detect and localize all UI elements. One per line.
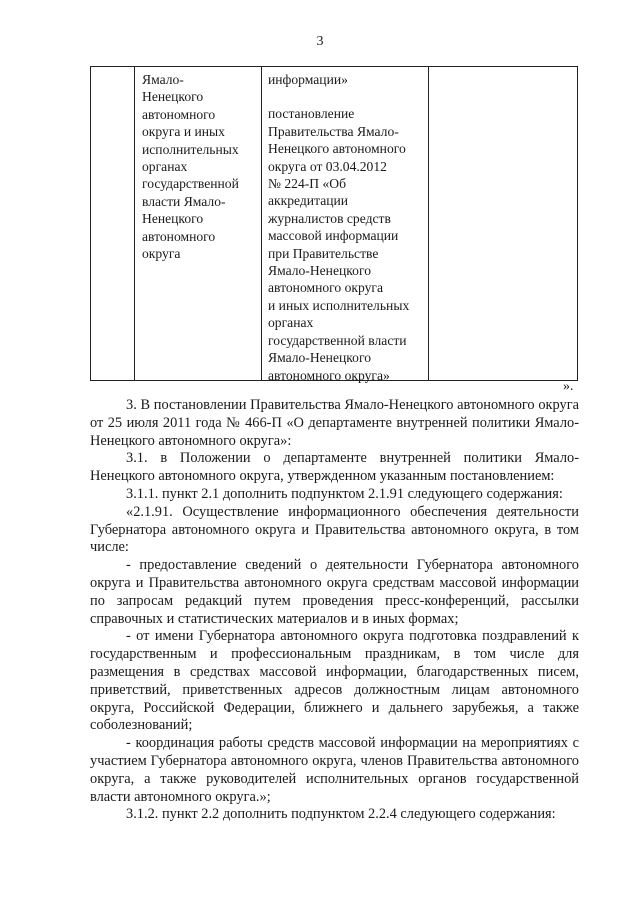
paragraph: 3.1. в Положении о департаменте внутренней политики Ямало-Ненецкого автономного округа, утвержденном указанным постановлением: <box>90 450 579 485</box>
cell-line: Ямало-Ненецкого <box>268 350 372 366</box>
cell-line: журналистов средств <box>268 210 391 226</box>
cell-line: автономного округа <box>268 280 384 296</box>
table-closing-mark: ». <box>563 379 574 394</box>
cell-line: № 224-П «Об <box>268 176 347 192</box>
cell-line: Ненецкого <box>142 89 204 105</box>
document-table <box>90 66 578 381</box>
table-cell-resolution <box>268 71 468 384</box>
cell-line: округа от 03.04.2012 <box>268 158 387 174</box>
cell-line: постановление <box>268 106 355 122</box>
cell-line: округа и иных <box>142 124 225 140</box>
table-column-divider <box>134 67 135 380</box>
cell-line: при Правительстве <box>268 245 379 261</box>
cell-line: Правительства Ямало- <box>268 123 399 139</box>
cell-line: органах <box>142 159 188 175</box>
page-number: 3 <box>316 34 324 49</box>
cell-line: автономного округа» <box>268 367 390 383</box>
cell-line: Ненецкого автономного <box>268 141 406 157</box>
table-cell-authority <box>142 71 258 262</box>
paragraph: - координация работы средств массовой информации на мероприятиях с участием Губернатора автономного округа, членов Правительства автономного округа, а также руководителей исполнительных органов государственной власти автономного округа.»; <box>90 735 579 805</box>
cell-line: власти Ямало- <box>142 193 226 209</box>
cell-line: органах <box>268 315 314 331</box>
cell-line: и иных исполнительных <box>268 297 410 313</box>
cell-line: Ямало- <box>142 72 184 87</box>
cell-line: автономного <box>142 228 216 244</box>
cell-line: автономного <box>142 106 216 122</box>
cell-line: Ненецкого <box>142 211 204 227</box>
paragraph: 3. В постановлении Правительства Ямало-Ненецкого автономного округа от 25 июля 2011 года № 466-П «О департаменте внутренней политики Ямало-Ненецкого автономного округа»: <box>90 397 579 449</box>
cell-line: исполнительных <box>142 141 239 157</box>
paragraph: «2.1.91. Осуществление информационного обеспечения деятельности Губернатора автономного округа и Правительства автономного округа, в том числе: <box>90 503 579 556</box>
table-column-divider <box>261 67 262 380</box>
cell-line: аккредитации <box>268 193 349 209</box>
cell-line: информации» <box>268 72 348 87</box>
paragraph: - от имени Губернатора автономного округа подготовка поздравлений к государственным и профессиональным праздникам, в том числе для размещения в средствах массовой информации, благодарственных писем, приветствий, приветственных адресов должностным лицам автономного округа, Российской Федерации, ближнего и дальнего зарубежья, а также соболезнований; <box>90 628 579 734</box>
cell-line: округа <box>142 246 181 262</box>
cell-line: массовой информации <box>268 228 399 244</box>
cell-line: государственной <box>142 176 239 192</box>
cell-line: государственной власти <box>268 332 407 348</box>
cell-line: Ямало-Ненецкого <box>268 263 372 279</box>
paragraph: 3.1.1. пункт 2.1 дополнить подпунктом 2.1.91 следующего содержания: <box>126 485 563 502</box>
document-body <box>90 397 579 824</box>
paragraph: - предоставление сведений о деятельности Губернатора автономного округа и Правительства автономного округа средствам массовой информации по запросам редакций путем проведения пресс-конференций, рассылки справочных и статистических материалов и в иных формах; <box>90 557 579 627</box>
paragraph: 3.1.2. пункт 2.2 дополнить подпунктом 2.2.4 следующего содержания: <box>126 806 556 823</box>
